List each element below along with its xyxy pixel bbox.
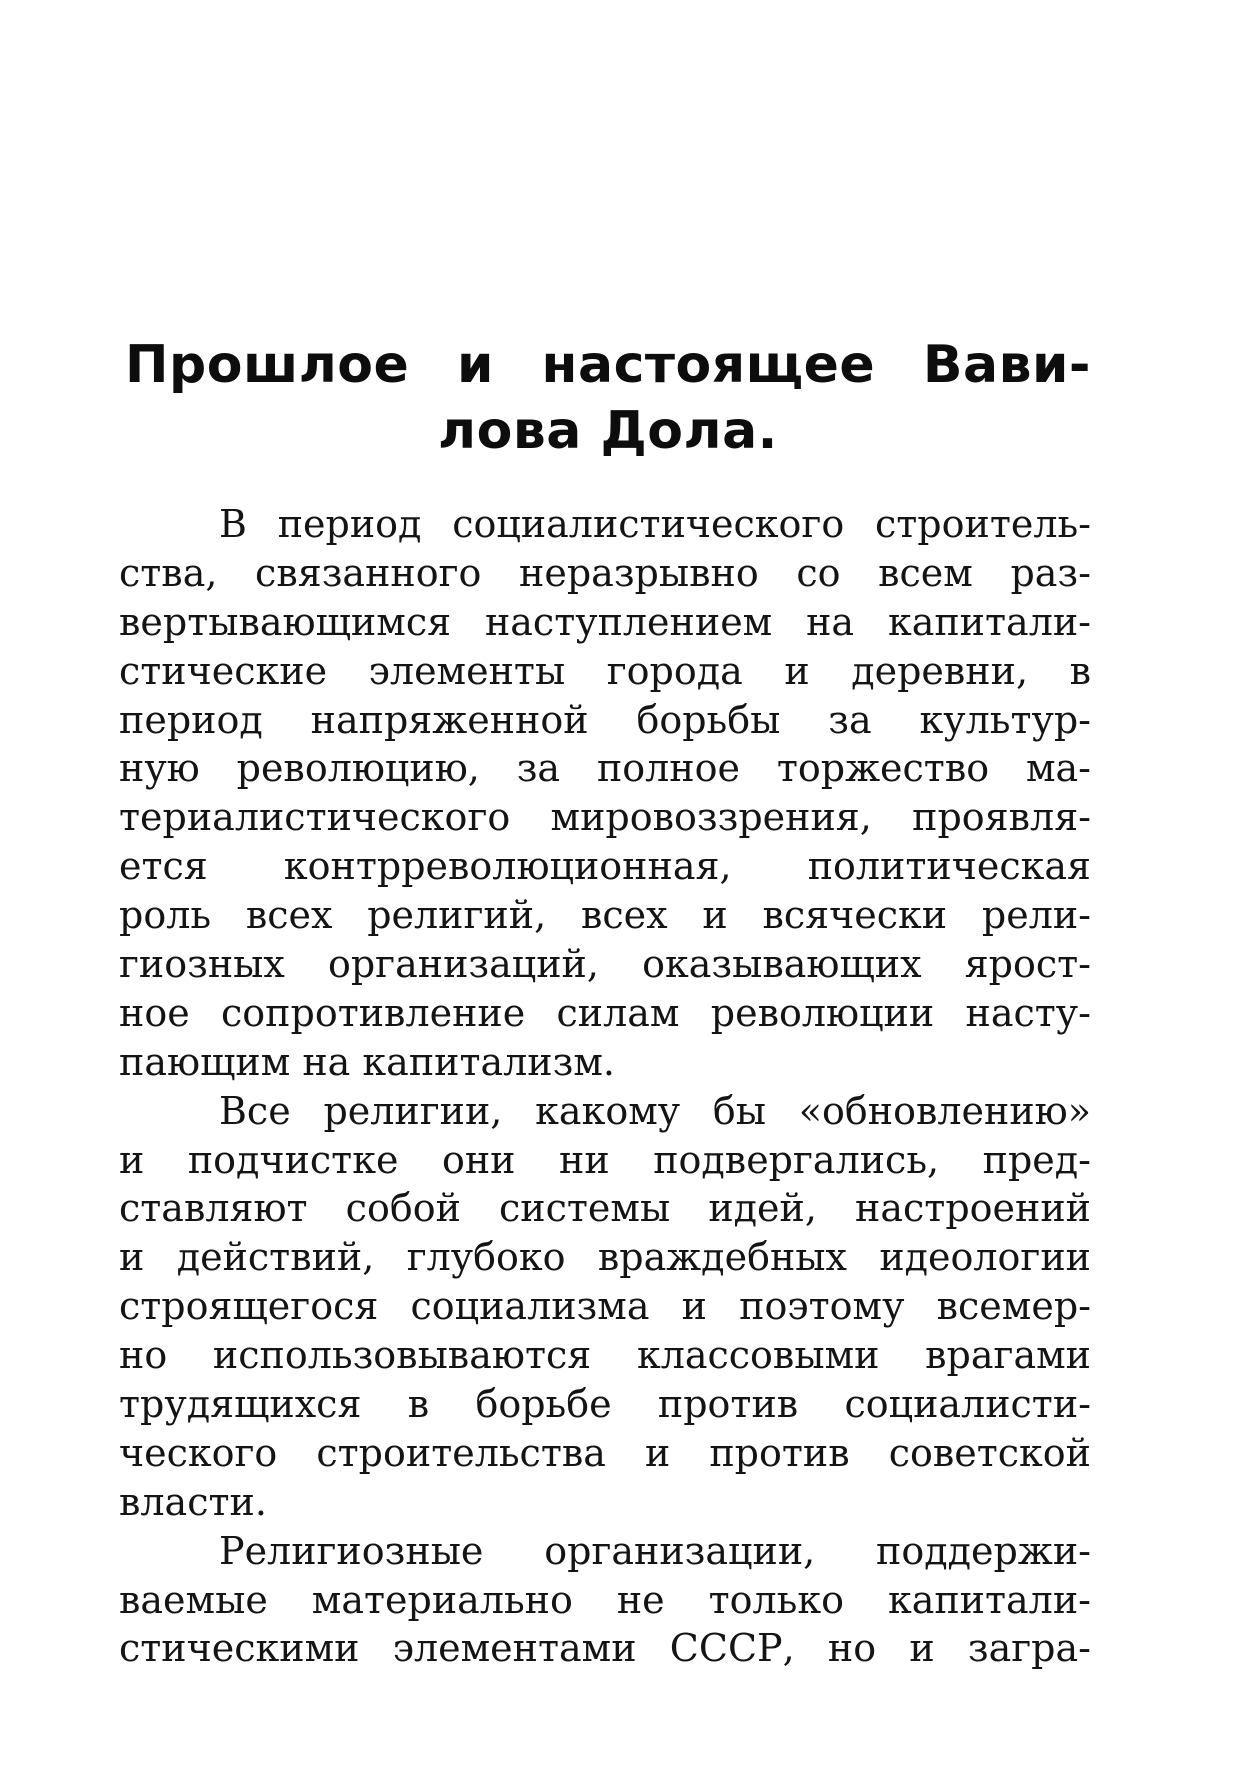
text-line: пающим на капитализм.	[119, 1039, 615, 1084]
text-line: стическими элементами СССР, но и загра-	[119, 1626, 1091, 1671]
text-line: Религиозные организации, поддержи-	[219, 1528, 1091, 1573]
text-line: ную революцию, за полное торжество ма-	[119, 746, 1091, 791]
text-line: ется контрреволюционная, политическая	[119, 844, 1091, 889]
text-line: ставляют собой системы идей, настроений	[119, 1186, 1091, 1231]
page-title	[125, 332, 1091, 464]
text-line: период напряженной борьбы за культур-	[119, 697, 1091, 742]
title-line-2: лова Дола.	[438, 401, 778, 461]
text-line: В период социалистического строитель-	[219, 502, 1091, 546]
text-line: териалистического мировоззрения, проявля-	[119, 795, 1091, 840]
text-line: трудящихся в борьбе против социалисти-	[119, 1382, 1091, 1427]
text-line: ное сопротивление силам революции насту-	[119, 990, 1091, 1035]
text-line: строящегося социализма и поэтому всемер-	[119, 1284, 1091, 1329]
text-line: вертывающимся наступлением на капитали-	[119, 599, 1091, 644]
text-line: роль всех религий, всех и всячески рели-	[119, 893, 1091, 938]
title-line-1: Прошлое и настоящее Вави-	[125, 335, 1091, 395]
text-line: власти.	[119, 1479, 267, 1524]
text-line: Все религии, какому бы «обновлению»	[219, 1088, 1091, 1133]
body-text	[119, 500, 1091, 1673]
paragraph-2	[119, 1087, 1091, 1527]
text-line: и действий, глубоко враждебных идеологии	[119, 1235, 1091, 1280]
text-line: но использовываются классовыми врагами	[119, 1333, 1091, 1378]
paragraph-3	[119, 1527, 1091, 1674]
text-line: ваемые материально не только капитали-	[119, 1577, 1091, 1622]
text-line: ства, связанного неразрывно со всем раз-	[119, 550, 1091, 595]
text-line: стические элементы города и деревни, в	[119, 648, 1091, 693]
text-line: гиозных организаций, оказывающих ярост-	[119, 942, 1091, 987]
paragraph-1	[119, 500, 1091, 1087]
text-line: ческого строительства и против советской	[119, 1430, 1091, 1475]
text-line: и подчистке они ни подвергались, пред-	[119, 1137, 1091, 1182]
